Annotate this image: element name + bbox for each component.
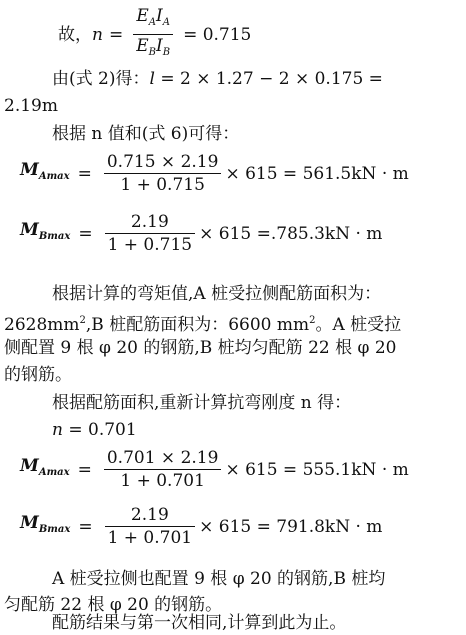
fraction: $\frac{2.19}{1 + 0.715}$ — [105, 212, 196, 255]
fraction: $\frac{0.701 \times 2.19}{1 + 0.701}$ — [104, 448, 222, 491]
equals-sign: = — [108, 24, 124, 45]
equation-m-amax-1: $M_{Amax}$ = $\frac{0.715 \times 2.19}{1 + 0.715}$ × 615 = 561.5kN · m — [20, 152, 409, 195]
m-label: $M_{Amax}$ — [20, 160, 70, 182]
prefix-text: 故， — [58, 24, 92, 45]
para1-line4: 的钢筋。 — [4, 365, 72, 385]
equation-m-bmax-1: $M_{Bmax}$ = $\frac{2.19}{1 + 0.715}$ × 615 =.785.3kN · m — [20, 212, 383, 255]
fraction: $\frac{2.19}{1 + 0.701}$ — [105, 505, 196, 548]
equation-m-amax-2: $M_{Amax}$ = $\frac{0.701 \times 2.19}{1 + 0.701}$ × 615 = 555.1kN · m — [20, 448, 409, 491]
equation-n-ratio — [58, 6, 251, 63]
para2-line1: A 桩受拉侧也配置 9 根 φ 20 的钢筋,B 桩均 — [52, 569, 386, 589]
line-recalc-intro: 根据配筋面积,重新计算抗弯刚度 n 得： — [52, 393, 352, 413]
line-n-value-intro: 根据 n 值和(式 6)可得： — [52, 124, 240, 144]
numerator: $E_AI_A$ — [136, 6, 170, 28]
var-n: n — [92, 24, 103, 45]
m-label: $M_{Amax}$ — [20, 456, 70, 478]
equation-n2: n = 0.701 — [52, 420, 137, 440]
line-final: 配筋结果与第一次相同,计算到此为止。 — [52, 613, 347, 633]
para1-line2: $2628mm^2,B$ 桩配筋面积为：6600 $mm^2$。A 桩受拉 — [4, 315, 402, 335]
para2-line2: 匀配筋 22 根 φ 20 的钢筋。 — [4, 595, 223, 615]
equation-m-bmax-2: $M_{Bmax}$ = $\frac{2.19}{1 + 0.701}$ × 615 = 791.8kN · m — [20, 505, 383, 548]
m-label: $M_{Bmax}$ — [20, 220, 71, 242]
line-l-continuation: 2.19m — [4, 96, 58, 116]
para1-line1: 根据计算的弯矩值,A 桩受拉侧配筋面积为： — [52, 284, 382, 304]
line-l-expression: 由(式 2)得：l = 2 × 1.27 − 2 × 0.175 = — [52, 69, 383, 89]
m-label: $M_{Bmax}$ — [20, 513, 71, 535]
result-text: = 0.715 — [183, 24, 252, 45]
para1-line3: 侧配置 9 根 φ 20 的钢筋,B 桩均匀配筋 22 根 φ 20 — [4, 338, 397, 358]
denominator: $E_BI_B$ — [133, 34, 173, 63]
fraction: $\frac{0.715 \times 2.19}{1 + 0.715}$ — [104, 152, 222, 195]
fraction-ei — [133, 6, 173, 63]
